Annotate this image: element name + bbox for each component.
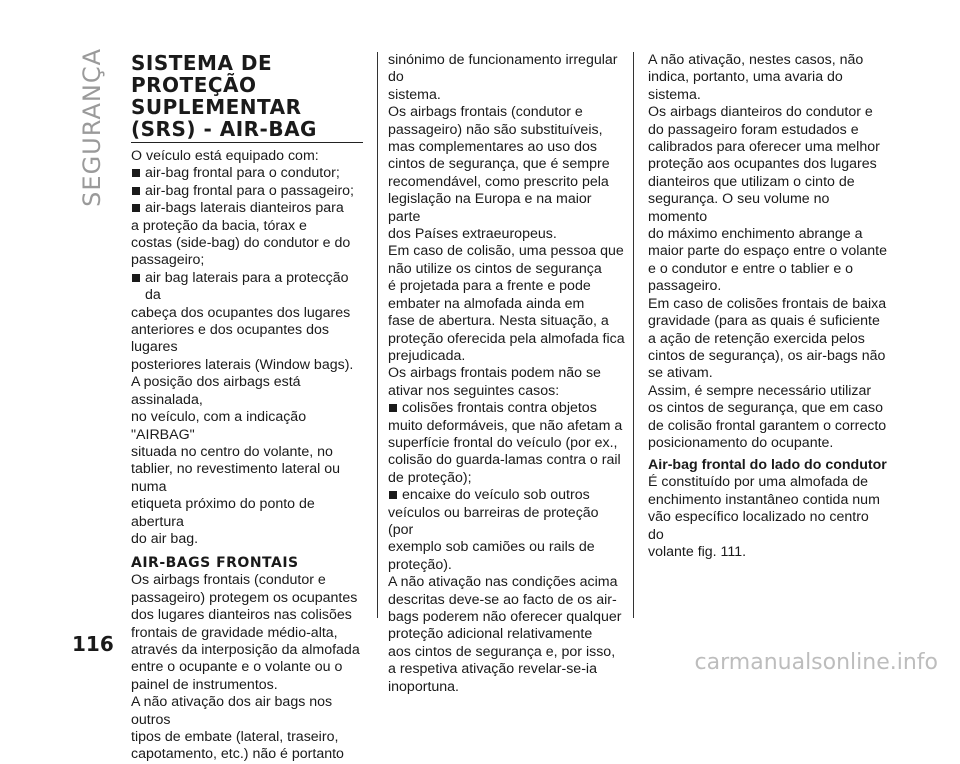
paragraph: A não ativação, nestes casos, não indica, portanto, uma avaria do sistema.	[648, 52, 864, 103]
column-divider	[377, 52, 378, 618]
square-bullet-icon	[132, 274, 140, 282]
paragraph: Os airbags dianteiros do condutor e do passageiro foram estudados e calibrados para oferecer uma melhor proteção aos ocupantes dos lugares dianteiros que utilizam o cinto de segurança. O seu volume no momento do máximo enchimento abrange a maior parte do espaço entre o volante e o condutor e entre o tablier e o passageiro.	[648, 104, 887, 295]
list-item-continuation: veículos ou barreiras de proteção (por exemplo sob camiões ou rails de proteção).	[388, 504, 599, 573]
list-item-continuation: a proteção da bacia, tórax e costas (side-bag) do condutor e do passageiro;	[131, 217, 351, 269]
page-number: 116	[72, 632, 114, 656]
square-bullet-icon	[389, 491, 397, 499]
paragraph: A não ativação dos air bags nos outros tipos de embate (lateral, traseiro, capotamento, etc.) não é portanto	[131, 694, 344, 763]
column-divider	[633, 52, 634, 618]
paragraph: Os airbags frontais (condutor e passageiro) protegem os ocupantes dos lugares dianteiros nas colisões frontais de gravidade médio-alta, através da interposição da almofada entre o ocupante e o volante ou o painel de instrumentos.	[131, 572, 360, 693]
list-item: colisões frontais contra objetos	[388, 400, 626, 417]
list-item: air-bag frontal para o passageiro;	[131, 183, 363, 200]
list-item: air-bags laterais dianteiros para	[131, 200, 363, 217]
list-item-continuation: cabeça dos ocupantes dos lugares anteriores e dos ocupantes dos lugares posteriores laterais (Window bags).	[131, 304, 354, 373]
square-bullet-icon	[132, 169, 140, 177]
paragraph: Os airbags frontais (condutor e passageiro) não são substituíveis, mas complementares ao uso dos cintos de segurança, que é sempre recomendável, como prescrito pela legislação na Europa e na maior parte dos Países extraeuropeus.	[388, 104, 610, 243]
section-title: SISTEMA DE PROTEÇÃO SUPLEMENTAR (SRS) - AIR-BAG	[131, 51, 317, 141]
paragraph: O veículo está equipado com:	[131, 148, 319, 164]
section-side-label: SEGURANÇA	[78, 48, 106, 207]
subsection-heading: Air-bag frontal do lado do condutor	[648, 457, 887, 474]
subsection-heading: AIR-BAGS FRONTAIS	[131, 555, 299, 572]
list-item: encaixe do veículo sob outros	[388, 487, 626, 504]
footer-watermark: carmanualsonline.info	[694, 650, 938, 675]
column-2	[388, 52, 626, 696]
title-underline	[131, 142, 363, 143]
paragraph: A não ativação nas condições acima descritas deve-se ao facto de os air- bags poderem não oferecer qualquer proteção adicional relativamente aos cintos de segurança e, por isso, a respetiva ativação revelar-se-ia inoportuna.	[388, 574, 622, 695]
square-bullet-icon	[389, 404, 397, 412]
paragraph: A posição dos airbags está assinalada, no veículo, com a indicação "AIRBAG" situada no centro do volante, no tablier, no revestimento lateral ou numa etiqueta próximo do ponto de abertura do air bag.	[131, 374, 340, 547]
list-item: air bag laterais para a protecção da	[131, 270, 363, 305]
square-bullet-icon	[132, 187, 140, 195]
list-item: air-bag frontal para o condutor;	[131, 165, 363, 182]
paragraph: Os airbags frontais podem não se ativar nos seguintes casos:	[388, 365, 601, 399]
paragraph: sinónimo de funcionamento irregular do sistema.	[388, 52, 618, 103]
paragraph: Em caso de colisões frontais de baixa gravidade (para as quais é suficiente a ação de retenção exercida pelos cintos de segurança), os air-bags não se ativam.	[648, 295, 887, 382]
column-3	[648, 52, 888, 561]
list-item-continuation: muito deformáveis, que não afetam a superfície frontal do veículo (por ex., colisão do guarda-lamas contra o rail de proteção);	[388, 417, 623, 486]
square-bullet-icon	[132, 204, 140, 212]
paragraph: É constituído por uma almofada de enchimento instantâneo contida num vão específico localizado no centro do volante fig. 111.	[648, 474, 880, 560]
paragraph: Em caso de colisão, uma pessoa que não utilize os cintos de segurança é projetada para a frente e pode embater na almofada ainda em fase de abertura. Nesta situação, a proteção oferecida pela almofada fica prejudicada.	[388, 243, 625, 364]
paragraph: Assim, é sempre necessário utilizar os cintos de segurança, que em caso de colisão frontal garantem o correcto posicionamento do ocupante.	[648, 382, 887, 451]
column-1	[131, 52, 363, 764]
